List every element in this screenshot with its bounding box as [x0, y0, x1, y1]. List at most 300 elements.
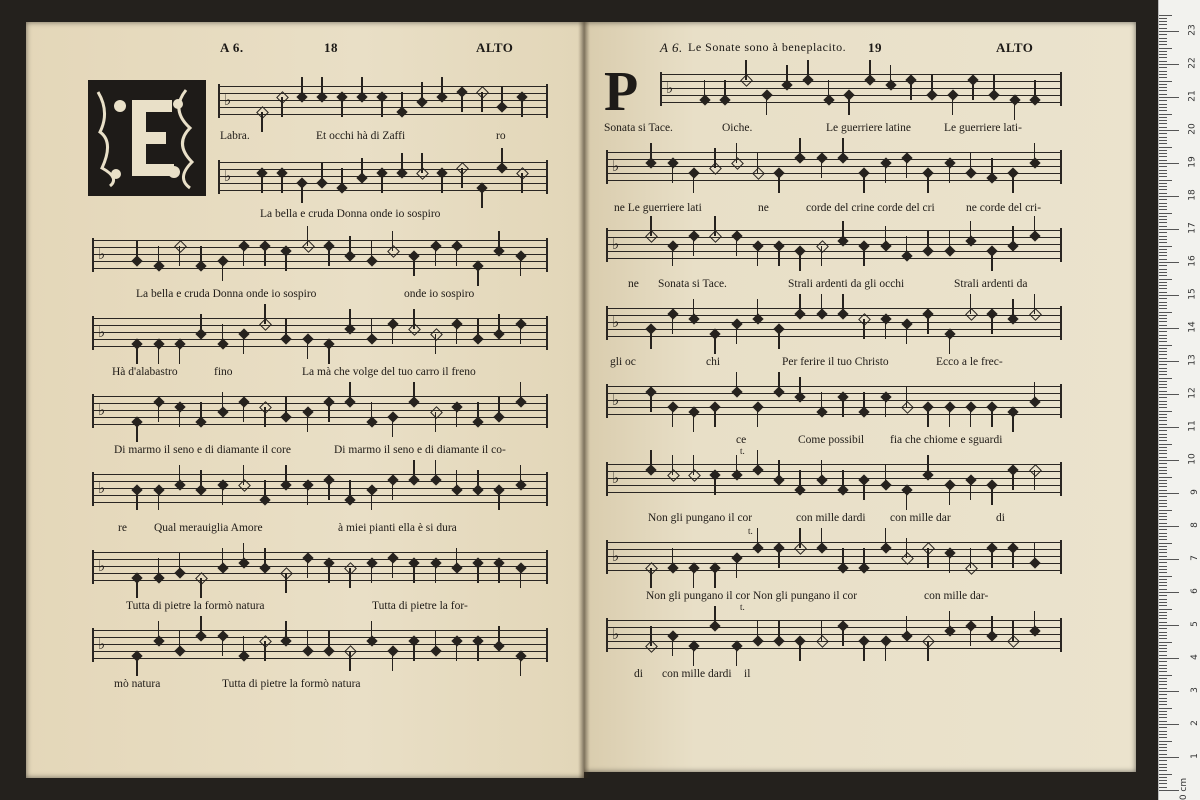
note-stem	[828, 80, 830, 100]
ruler-tick	[1159, 651, 1167, 652]
ruler-tick	[1159, 196, 1179, 197]
flat-icon: ♭	[612, 237, 620, 253]
ruler-tick	[1159, 374, 1167, 375]
ruler-tick	[1159, 31, 1179, 32]
ruler-tick	[1159, 516, 1167, 517]
ruler-tick	[1159, 523, 1167, 524]
ruler-tick	[1159, 285, 1167, 286]
staff-line	[606, 329, 1062, 330]
note-stem	[1034, 470, 1036, 490]
staff-line	[606, 336, 1062, 337]
note-stem	[778, 460, 780, 480]
note-stem	[264, 480, 266, 500]
note-stem	[799, 138, 801, 158]
decorated-initial-e	[88, 80, 206, 196]
ruler-tick	[1159, 764, 1167, 765]
staff-line	[660, 102, 1062, 103]
note-stem	[413, 460, 415, 480]
ruler-tick	[1159, 206, 1167, 207]
note-stem	[693, 412, 695, 432]
ruler-tick	[1159, 318, 1167, 319]
ruler-tick	[1159, 714, 1167, 715]
lyric-line: Di marmo il seno e di diamante il core	[114, 444, 291, 456]
note-stem	[842, 397, 844, 417]
ruler-tick	[1159, 655, 1167, 656]
staff-line	[660, 95, 1062, 96]
ruler-tick	[1159, 137, 1167, 138]
ruler-tick	[1159, 401, 1167, 402]
ruler-tick	[1159, 312, 1172, 313]
ruler-tick	[1159, 361, 1179, 362]
lyric-line: Non gli pungano il cor Non gli pungano il cor	[646, 590, 858, 602]
note-stem	[949, 163, 951, 183]
note-stem	[970, 480, 972, 500]
ruler-tick	[1159, 599, 1167, 600]
ruler-tick	[1159, 368, 1167, 369]
ruler-tick	[1159, 589, 1167, 590]
ruler-tick	[1159, 378, 1172, 379]
right-header-voice: ALTO	[996, 40, 1034, 55]
note-stem	[136, 578, 138, 598]
note-stem	[693, 646, 695, 666]
note-stem	[222, 485, 224, 505]
note-stem	[498, 626, 500, 646]
staff-bar	[218, 84, 220, 118]
note-stem	[413, 382, 415, 402]
ruler-tick	[1159, 226, 1167, 227]
note-stem	[736, 455, 738, 475]
ruler-tick	[1159, 183, 1167, 184]
note-stem	[745, 60, 747, 80]
staff-bar	[660, 72, 662, 106]
music-staff	[92, 318, 548, 348]
note-stem	[757, 246, 759, 266]
note-stem	[520, 256, 522, 276]
note-stem	[371, 621, 373, 641]
ruler-tick	[1159, 21, 1167, 22]
ruler-tick	[1159, 170, 1167, 171]
ruler-tick	[1159, 295, 1179, 296]
note-stem	[392, 558, 394, 578]
note-stem	[821, 528, 823, 548]
ruler-tick	[1159, 480, 1167, 481]
ruler-tick	[1159, 279, 1172, 280]
note-stem	[1012, 548, 1014, 568]
ruler-number: 22	[1187, 57, 1198, 69]
staff-line	[92, 481, 548, 482]
ruler-tick	[1159, 252, 1167, 253]
note-stem	[328, 563, 330, 583]
note-stem	[456, 246, 458, 266]
staff-line	[218, 162, 548, 163]
music-staff	[660, 74, 1062, 104]
note-stem	[927, 455, 929, 475]
lyric-line: Tutta di pietre la formò natura	[222, 678, 361, 690]
note-stem	[392, 651, 394, 671]
ruler-tick	[1159, 496, 1167, 497]
ruler-tick	[1159, 54, 1167, 55]
lyric-line: corde del crine corde del cri	[806, 202, 935, 214]
lyric-line: il	[744, 668, 751, 680]
staff-line	[92, 247, 548, 248]
ruler-tick	[1159, 668, 1167, 669]
ruler-tick	[1159, 160, 1167, 161]
note-stem	[991, 548, 993, 568]
note-stem	[863, 392, 865, 412]
note-stem	[778, 329, 780, 349]
ruler-tick	[1159, 38, 1167, 39]
note-stem	[821, 392, 823, 412]
note-stem	[371, 402, 373, 422]
staff-line	[606, 556, 1062, 557]
note-stem	[885, 319, 887, 339]
music-staff	[606, 230, 1062, 260]
ruler-tick	[1159, 150, 1167, 151]
ruler-tick	[1159, 163, 1179, 164]
note-stem	[970, 153, 972, 173]
note-stem	[401, 92, 403, 112]
note-stem	[906, 538, 908, 558]
note-stem	[281, 173, 283, 193]
small-mark: t.	[740, 446, 745, 456]
staff-line	[606, 258, 1062, 259]
note-stem	[927, 641, 929, 661]
note-stem	[672, 407, 674, 427]
lyric-line: onde io sospiro	[404, 288, 475, 300]
ruler-number: 6	[1190, 588, 1200, 594]
note-stem	[650, 329, 652, 349]
ruler-number: 5	[1190, 621, 1200, 627]
note-stem	[885, 397, 887, 417]
flat-icon: ♭	[98, 403, 106, 419]
staff-bar	[546, 160, 548, 194]
lyric-line: ne Le guerriere lati	[614, 202, 702, 214]
ruler-tick	[1159, 371, 1167, 372]
decorated-initial-e-icon	[90, 82, 204, 194]
staff-line	[606, 386, 1062, 387]
staff-bar	[1060, 462, 1062, 496]
staff-bar	[606, 618, 608, 652]
note-stem	[413, 641, 415, 661]
ruler-tick	[1159, 222, 1167, 223]
staff-line	[606, 230, 1062, 231]
note-stem	[435, 412, 437, 432]
ruler-tick	[1159, 698, 1167, 699]
note-stem	[1012, 226, 1014, 246]
ruler-tick	[1159, 678, 1167, 679]
ruler-tick	[1159, 774, 1172, 775]
ruler-tick	[1159, 477, 1172, 478]
ruler-tick	[1159, 236, 1167, 237]
ruler-tick	[1159, 493, 1179, 494]
ruler-number: 12	[1187, 387, 1198, 399]
staff-line	[660, 88, 1062, 89]
flat-icon: ♭	[612, 159, 620, 175]
lyric-line: mò natura	[114, 678, 161, 690]
note-stem	[381, 173, 383, 193]
ruler-tick	[1159, 87, 1167, 88]
note-stem	[821, 294, 823, 314]
note-stem	[158, 344, 160, 364]
ruler-tick	[1159, 506, 1167, 507]
ruler-tick	[1159, 335, 1167, 336]
ruler-tick	[1159, 717, 1167, 718]
note-stem	[435, 246, 437, 266]
ruler-tick	[1159, 193, 1167, 194]
note-stem	[885, 226, 887, 246]
ruler-tick	[1159, 731, 1167, 732]
note-stem	[392, 417, 394, 437]
ruler-tick	[1159, 94, 1167, 95]
note-stem	[970, 407, 972, 427]
note-stem	[158, 402, 160, 422]
staff-line	[606, 322, 1062, 323]
note-stem	[991, 485, 993, 505]
ruler-tick	[1159, 427, 1179, 428]
note-stem	[863, 480, 865, 500]
note-stem	[672, 455, 674, 475]
ruler-tick	[1159, 457, 1167, 458]
music-staff	[606, 542, 1062, 572]
ruler-tick	[1159, 305, 1167, 306]
note-stem	[321, 163, 323, 183]
note-stem	[136, 422, 138, 442]
note-stem	[931, 75, 933, 95]
music-staff	[92, 396, 548, 426]
note-stem	[328, 344, 330, 364]
note-stem	[307, 558, 309, 578]
ruler-tick	[1159, 331, 1167, 332]
note-stem	[991, 314, 993, 334]
lyric-line: chi	[706, 356, 721, 368]
note-stem	[520, 382, 522, 402]
note-stem	[991, 616, 993, 636]
note-stem	[179, 344, 181, 364]
ruler-tick	[1159, 658, 1179, 659]
note-stem	[672, 246, 674, 266]
lyric-line: ce	[736, 434, 747, 446]
note-stem	[435, 334, 437, 354]
ruler-tick	[1159, 186, 1167, 187]
ruler-tick	[1159, 612, 1167, 613]
note-stem	[307, 485, 309, 505]
note-stem	[1012, 299, 1014, 319]
ruler-number: 21	[1187, 90, 1198, 102]
note-stem	[520, 656, 522, 676]
ruler-tick	[1159, 562, 1167, 563]
ruler-tick	[1159, 684, 1167, 685]
ruler-tick	[1159, 173, 1167, 174]
ruler-tick	[1159, 259, 1167, 260]
ruler-tick	[1159, 117, 1167, 118]
flat-icon: ♭	[98, 481, 106, 497]
ruler-tick	[1159, 219, 1167, 220]
note-stem	[392, 324, 394, 344]
note-stem	[456, 407, 458, 427]
note-stem	[349, 382, 351, 402]
note-stem	[264, 246, 266, 266]
note-stem	[949, 485, 951, 505]
ruler-tick	[1159, 391, 1167, 392]
note-stem	[757, 528, 759, 548]
note-stem	[243, 246, 245, 266]
lyric-line: re	[118, 522, 127, 534]
ruler-tick	[1159, 559, 1179, 560]
ruler-tick	[1159, 262, 1179, 263]
ruler-tick	[1159, 463, 1167, 464]
ruler-tick	[1159, 635, 1167, 636]
note-stem	[371, 319, 373, 339]
ruler-tick	[1159, 526, 1179, 527]
staff-bar	[546, 316, 548, 350]
note-stem	[757, 621, 759, 641]
staff-line	[92, 254, 548, 255]
note-stem	[906, 490, 908, 510]
note-stem	[863, 319, 865, 339]
note-stem	[714, 148, 716, 168]
ruler-tick	[1159, 470, 1167, 471]
ruler-tick	[1159, 341, 1167, 342]
note-stem	[200, 314, 202, 334]
ruler-tick	[1159, 618, 1167, 619]
staff-line	[606, 620, 1062, 621]
note-stem	[520, 465, 522, 485]
ruler-number: 7	[1190, 555, 1200, 561]
ruler-tick	[1159, 110, 1167, 111]
note-stem	[200, 578, 202, 598]
music-staff	[92, 240, 548, 270]
small-mark: t.	[748, 526, 753, 536]
note-stem	[285, 251, 287, 271]
ruler-number: 19	[1187, 156, 1198, 168]
ruler-tick	[1159, 460, 1179, 461]
note-stem	[421, 153, 423, 173]
note-stem	[328, 246, 330, 266]
ruler-tick	[1159, 420, 1167, 421]
note-stem	[481, 188, 483, 208]
ruler-number: 11	[1187, 420, 1198, 432]
staff-line	[606, 492, 1062, 493]
note-stem	[1034, 216, 1036, 236]
note-stem	[724, 80, 726, 100]
staff-bar	[1060, 150, 1062, 184]
note-stem	[949, 611, 951, 631]
note-stem	[477, 266, 479, 286]
music-staff	[606, 620, 1062, 650]
note-stem	[799, 251, 801, 271]
lyric-line: Sonata si Tace.	[658, 278, 727, 290]
note-stem	[1012, 412, 1014, 432]
ruler-tick	[1159, 486, 1167, 487]
note-stem	[136, 241, 138, 261]
note-stem	[349, 651, 351, 671]
note-stem	[693, 455, 695, 475]
ruler-tick	[1159, 74, 1167, 75]
note-stem	[778, 372, 780, 392]
right-header-note: Le Sonate sono à beneplacito.	[688, 40, 847, 54]
staff-bar	[546, 84, 548, 118]
lyric-line: Non gli pungano il cor	[648, 512, 753, 524]
note-stem	[521, 97, 523, 117]
ruler-tick	[1159, 203, 1167, 204]
note-stem	[1034, 143, 1036, 163]
ruler-tick	[1159, 41, 1167, 42]
note-stem	[799, 528, 801, 548]
note-stem	[949, 553, 951, 573]
note-stem	[863, 173, 865, 193]
flat-icon: ♭	[98, 637, 106, 653]
note-stem	[693, 568, 695, 588]
note-stem	[200, 402, 202, 422]
ruler-tick	[1159, 628, 1167, 629]
note-stem	[807, 60, 809, 80]
ruler-tick	[1159, 67, 1167, 68]
note-stem	[261, 112, 263, 132]
note-stem	[799, 294, 801, 314]
ruler-tick	[1159, 602, 1167, 603]
note-stem	[477, 563, 479, 583]
note-stem	[863, 246, 865, 266]
note-stem	[381, 97, 383, 117]
lyric-line: Strali ardenti da gli occhi	[788, 278, 905, 290]
staff-bar	[1060, 72, 1062, 106]
note-stem	[501, 87, 503, 107]
ruler-tick	[1159, 701, 1167, 702]
note-stem	[413, 256, 415, 276]
ruler-tick	[1159, 440, 1167, 441]
staff-line	[606, 627, 1062, 628]
ruler-tick	[1159, 787, 1167, 788]
note-stem	[392, 480, 394, 500]
staff-bar	[546, 628, 548, 662]
note-stem	[863, 548, 865, 568]
note-stem	[842, 470, 844, 490]
note-stem	[757, 407, 759, 427]
ruler-tick	[1159, 790, 1179, 791]
ruler-tick	[1159, 447, 1167, 448]
ruler-tick	[1159, 757, 1179, 758]
ruler-tick	[1159, 767, 1167, 768]
staff-line	[606, 464, 1062, 465]
ruler-tick	[1159, 354, 1167, 355]
note-stem	[328, 631, 330, 651]
note-stem	[736, 324, 738, 344]
staff-line	[92, 658, 548, 659]
ruler-tick	[1159, 724, 1179, 725]
flat-icon: ♭	[612, 627, 620, 643]
note-stem	[285, 573, 287, 593]
ruler-tick	[1159, 18, 1167, 19]
ruler-tick	[1159, 44, 1167, 45]
lyric-line: Tutta di pietre la formò natura	[126, 600, 265, 612]
music-staff	[606, 386, 1062, 416]
music-staff	[606, 152, 1062, 182]
note-stem	[993, 75, 995, 95]
left-page	[26, 22, 584, 778]
note-stem	[285, 397, 287, 417]
staff-bar	[546, 472, 548, 506]
ruler-tick	[1159, 467, 1167, 468]
staff-line	[606, 237, 1062, 238]
lyric-line: Ecco a le frec-	[936, 356, 1003, 368]
staff-bar	[1060, 540, 1062, 574]
ruler-tick	[1159, 325, 1167, 326]
ruler-tick	[1159, 783, 1167, 784]
note-stem	[179, 407, 181, 427]
staff-line	[606, 641, 1062, 642]
note-stem	[970, 626, 972, 646]
staff-line	[92, 474, 548, 475]
